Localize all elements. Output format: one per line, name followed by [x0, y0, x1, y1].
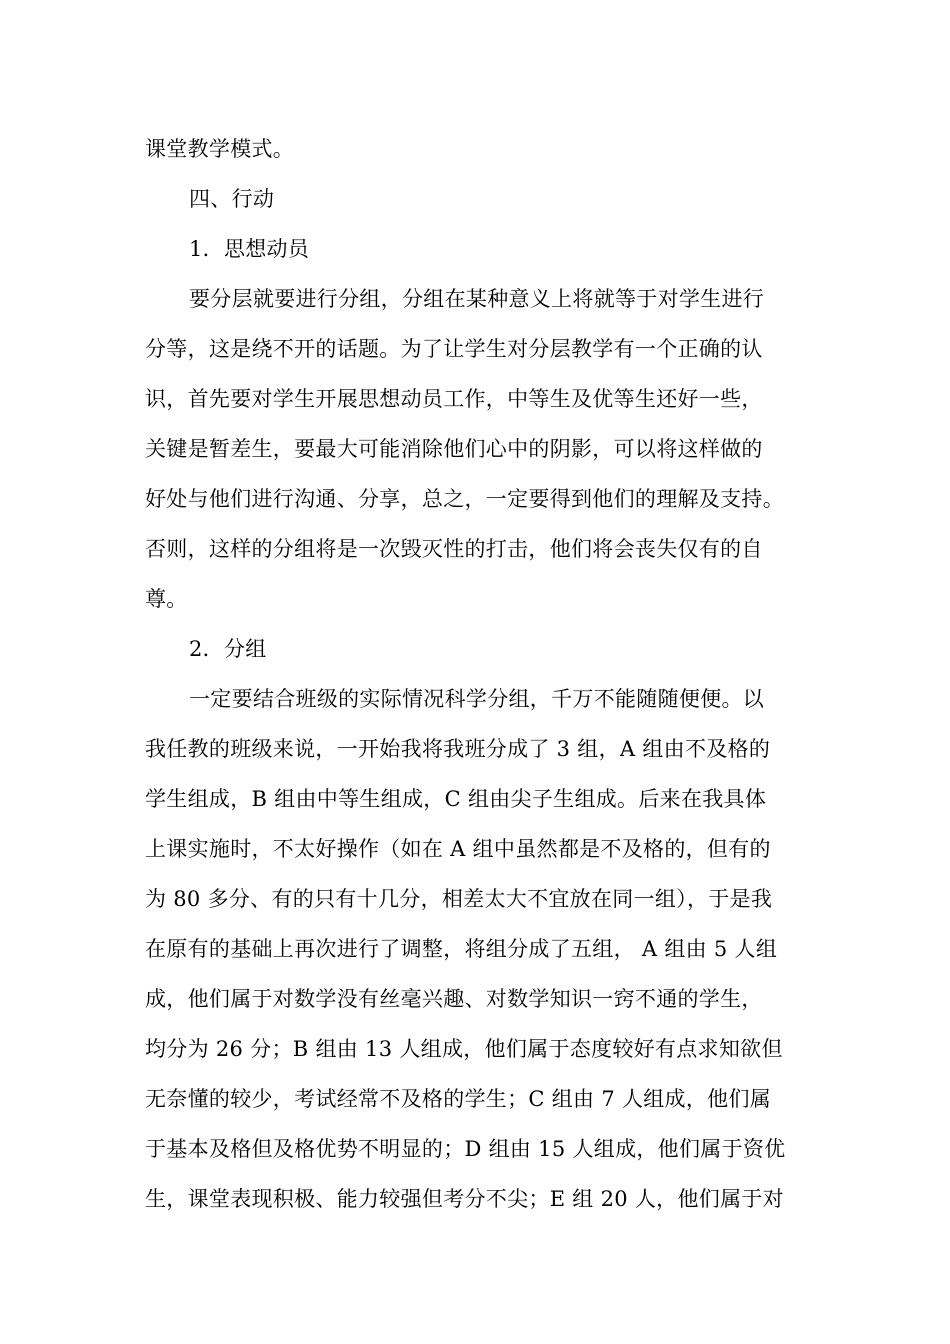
subsection-heading: 2．分组	[189, 637, 267, 661]
paragraph-line: 分等，这是绕不开的话题。为了让学生对分层教学有一个正确的认	[145, 337, 763, 361]
paragraph-line: 课堂教学模式。	[145, 137, 295, 161]
paragraph-line: 上课实施时，不太好操作（如在 A 组中虽然都是不及格的，但有的	[145, 837, 771, 861]
paragraph-line: 否则，这样的分组将是一次毁灭性的打击，他们将会丧失仅有的自	[145, 537, 763, 561]
paragraph-line: 尊。	[145, 587, 188, 611]
paragraph-line: 学生组成，B 组由中等生组成，C 组由尖子生组成。后来在我具体	[145, 787, 767, 811]
paragraph-line: 我任教的班级来说，一开始我将我班分成了 3 组，A 组由不及格的	[145, 737, 771, 761]
paragraph-line: 好处与他们进行沟通、分享，总之，一定要得到他们的理解及支持。	[145, 487, 784, 511]
paragraph-line: 为 80 多分、有的只有十几分，相差太大不宜放在同一组），于是我	[145, 887, 773, 911]
subsection-heading: 1．思想动员	[189, 237, 310, 261]
paragraph-line: 关键是暂差生，要最大可能消除他们心中的阴影，可以将这样做的	[145, 437, 763, 461]
paragraph-line: 生，课堂表现积极、能力较强但考分不尖；E 组 20 人，他们属于对	[145, 1187, 784, 1211]
paragraph-line: 成，他们属于对数学没有丝毫兴趣、对数学知识一窍不通的学生，	[145, 987, 763, 1011]
paragraph-line: 要分层就要进行分组，分组在某种意义上将就等于对学生进行	[189, 287, 765, 311]
paragraph-line: 识，首先要对学生开展思想动员工作，中等生及优等生还好一些，	[145, 387, 763, 411]
paragraph-line: 在原有的基础上再次进行了调整，将组分成了五组， A 组由 5 人组	[145, 937, 778, 961]
paragraph-line: 无奈懂的较少，考试经常不及格的学生；C 组由 7 人组成，他们属	[145, 1087, 772, 1111]
paragraph-line: 一定要结合班级的实际情况科学分组，千万不能随随便便。以	[189, 687, 765, 711]
paragraph-line: 均分为 26 分；B 组由 13 人组成，他们属于态度较好有点求知欲但	[145, 1037, 783, 1061]
paragraph-line: 于基本及格但及格优势不明显的；D 组由 15 人组成，他们属于资优	[145, 1137, 786, 1161]
section-heading: 四、行动	[189, 187, 275, 211]
